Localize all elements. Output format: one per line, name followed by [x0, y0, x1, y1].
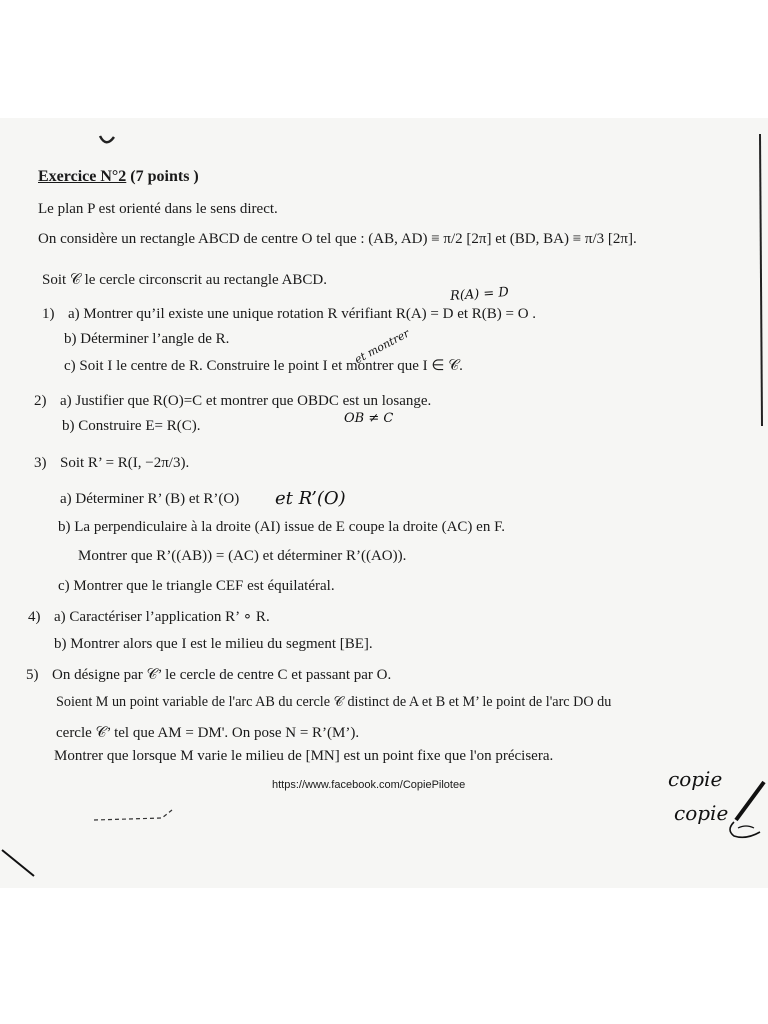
top-hole-mark	[98, 133, 116, 149]
q4-a-text: a) Caractériser l’application R’ ∘ R.	[54, 609, 270, 625]
intro-line-3: Soit 𝒞 le cercle circonscrit au rectangle ABCD.	[42, 272, 327, 288]
logo-word-1: copie	[668, 767, 723, 791]
copie-logo	[668, 768, 728, 824]
dashed-stroke-mark	[92, 806, 178, 826]
exercise-title	[38, 168, 199, 186]
intro-line-1: Le plan P est orienté dans le sens direct.	[38, 201, 278, 217]
q5-number: 5)	[26, 667, 39, 683]
q1-a-text: a) Montrer qu’il existe une unique rotation R vérifiant R(A) = D et R(B) = O .	[68, 306, 537, 322]
q2-b: b) Construire E= R(C).	[62, 418, 201, 434]
handwritten-note-2: et montrer	[352, 326, 412, 367]
q5-line3: cercle 𝒞’ tel que AM = DM'. On pose N = R’(M’).	[56, 725, 360, 741]
source-url: https://www.facebook.com/CopiePilotee	[272, 779, 466, 791]
q2-number: 2)	[34, 393, 47, 409]
q3-intro	[34, 455, 189, 472]
q3-c: c) Montrer que le triangle CEF est équilatéral.	[58, 578, 335, 594]
q3-b2: Montrer que R’((AB)) = (AC) et déterminer R’((AO)).	[78, 548, 407, 564]
pen-hand-icon	[724, 780, 768, 842]
q2-a	[34, 393, 431, 410]
q3-b: b) La perpendiculaire à la droite (AI) issue de E coupe la droite (AC) en F.	[58, 519, 505, 535]
q1-b: b) Déterminer l’angle de R.	[64, 331, 230, 347]
q1-a	[42, 306, 536, 323]
intro-line-2: On considère un rectangle ABCD de centre O tel que : (AB, AD) ≡ π/2 [2π] et (BD, BA) ≡ π/3 [2π].	[38, 231, 637, 247]
q5-line2: Soient M un point variable de l'arc AB du cercle 𝒞 distinct de A et B et M’ le point de l'arc DO du	[56, 694, 612, 710]
q3-number: 3)	[34, 455, 47, 471]
q1-c: c) Soit I le centre de R. Construire le point I et montrer que I ∈ 𝒞.	[64, 358, 463, 374]
q1-number: 1)	[42, 306, 55, 322]
logo-word-2: copie	[674, 801, 729, 825]
q5-line4: Montrer que lorsque M varie le milieu de [MN] est un point fixe que l'on précisera.	[54, 748, 554, 764]
handwritten-note-4: et R’(O)	[275, 488, 346, 509]
handwritten-note-3: OB ≠ C	[344, 411, 394, 426]
q3-intro-text: Soit R’ = R(I, −2π/3).	[60, 455, 190, 471]
q2-a-text: a) Justifier que R(O)=C et montrer que OBDC est un losange.	[60, 393, 432, 409]
right-edge-mark	[756, 130, 768, 430]
q4-a	[28, 607, 270, 626]
q4-b: b) Montrer alors que I est le milieu du segment [BE].	[54, 636, 373, 652]
q3-a: a) Déterminer R’ (B) et R’(O)	[60, 491, 240, 507]
corner-stroke-mark	[0, 846, 40, 880]
exercise-points: (7 points )	[130, 168, 199, 185]
q5-line1-text: On désigne par 𝒞’ le cercle de centre C et passant par O.	[52, 667, 392, 683]
q5-line1	[26, 666, 391, 684]
exercise-number: Exercice N°2	[38, 168, 127, 185]
handwritten-note-1: R(A) = D	[449, 284, 510, 305]
q4-number: 4)	[28, 609, 41, 625]
